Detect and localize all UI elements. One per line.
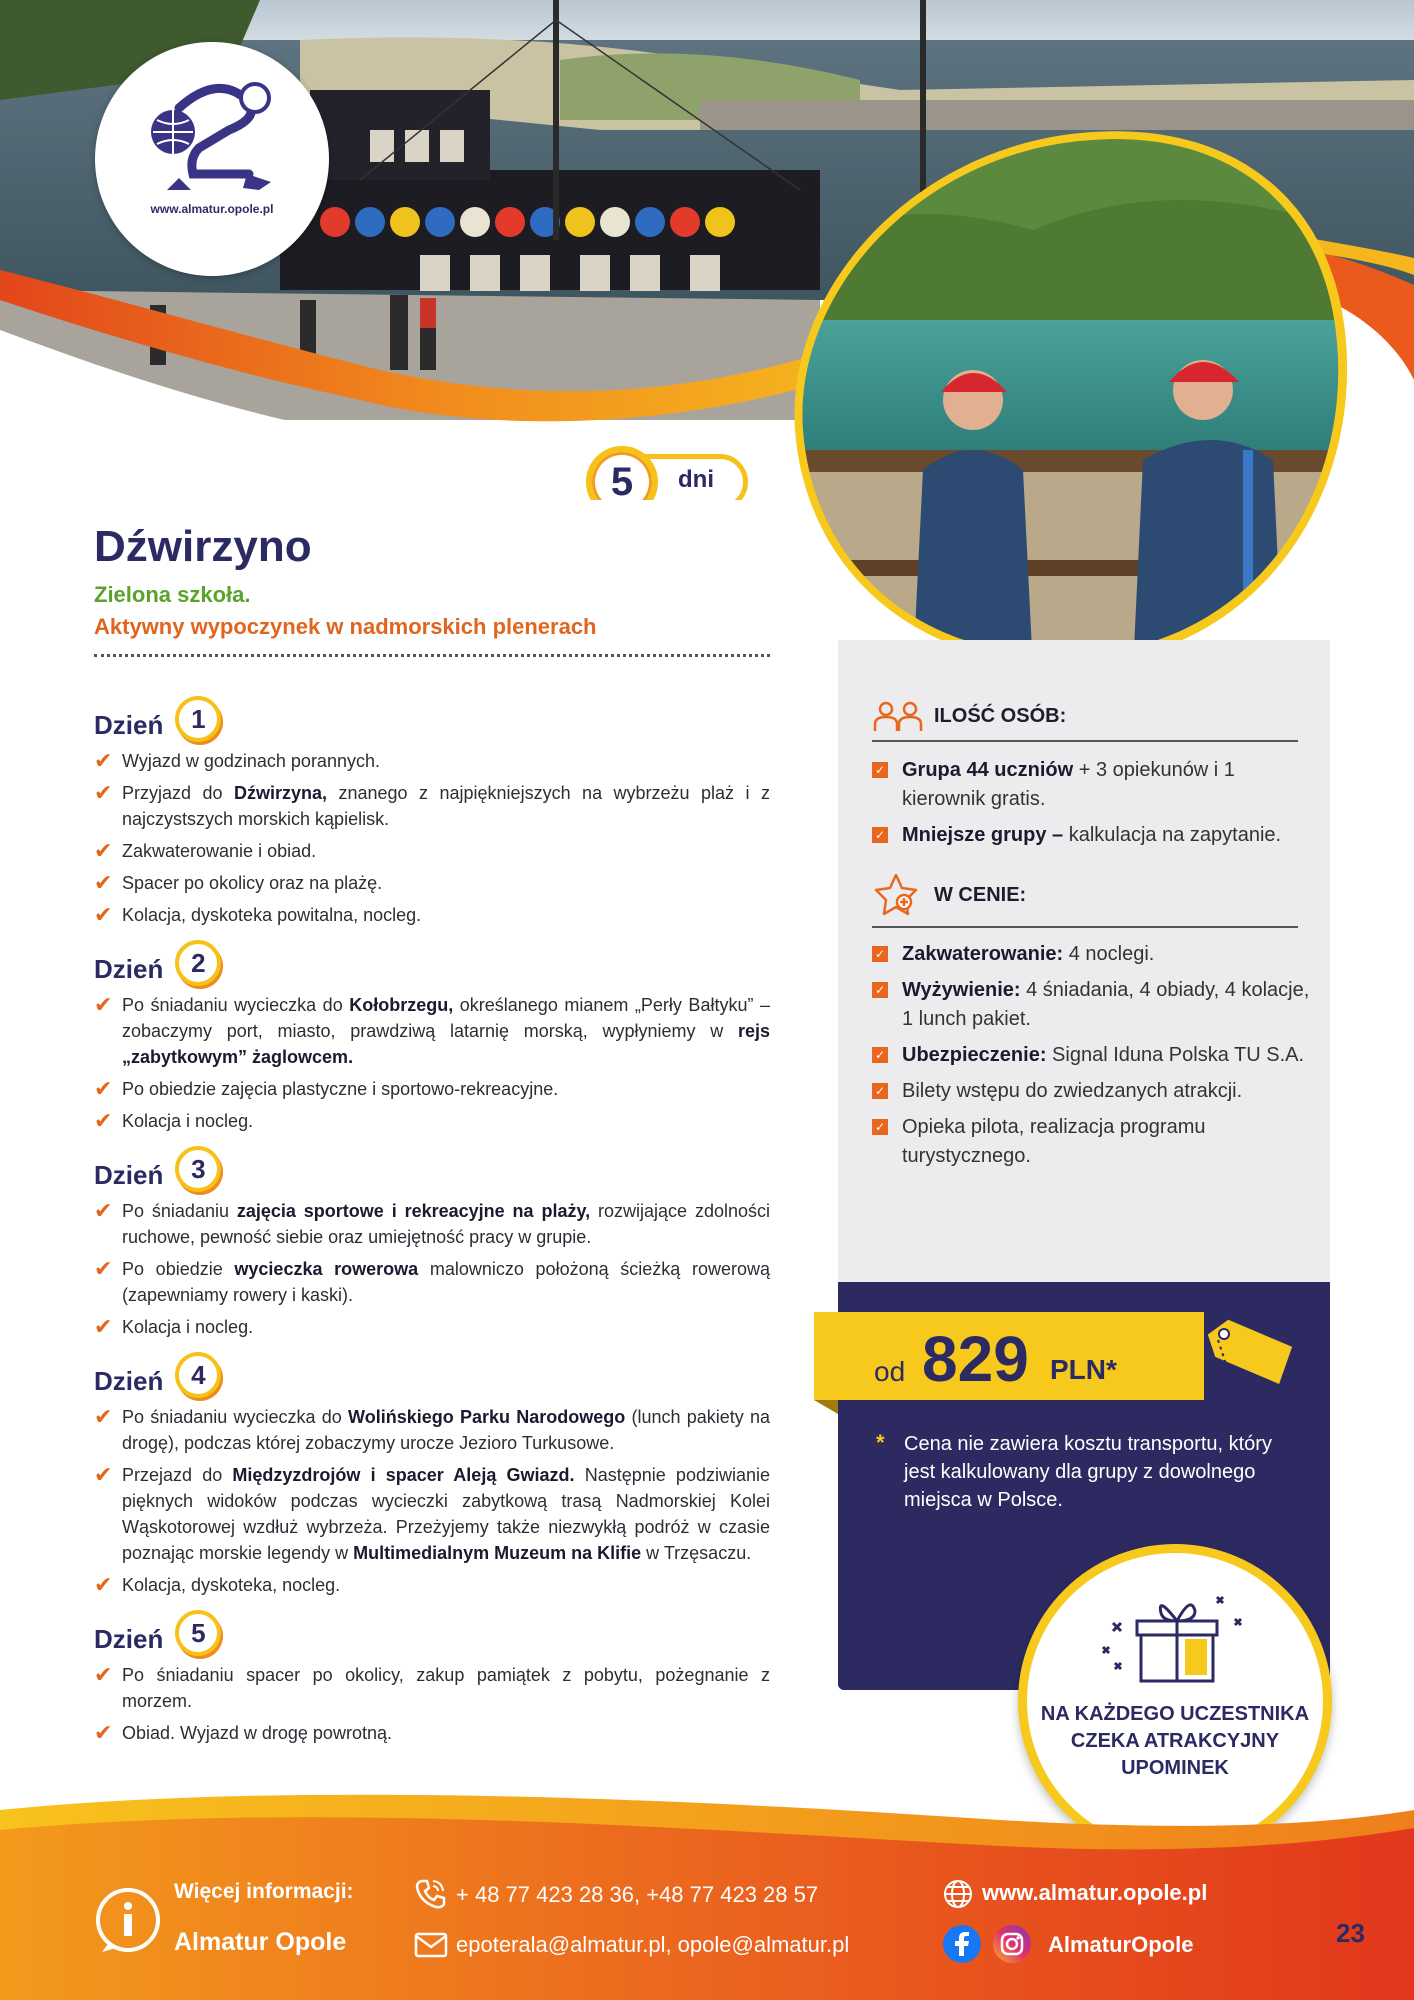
phone-numbers[interactable]: + 48 77 423 28 36, +48 77 423 28 57 bbox=[456, 1882, 819, 1907]
text-run: Kolacja i nocleg. bbox=[122, 1111, 254, 1131]
checkmark-icon: ✔ bbox=[94, 1314, 113, 1339]
checkmark-icon: ✔ bbox=[94, 902, 113, 927]
text-run: Signal Iduna Polska TU S.A. bbox=[1046, 1044, 1305, 1066]
checkmark-icon: ✔ bbox=[94, 870, 113, 895]
day-list-item bbox=[94, 992, 770, 1070]
price-band-fold bbox=[814, 1400, 838, 1414]
text-run: Przejazd do bbox=[122, 1465, 233, 1485]
day-list-item bbox=[94, 870, 770, 896]
day-list-item bbox=[94, 1198, 770, 1250]
persons-heading-label: ILOŚĆ OSÓB: bbox=[934, 704, 1067, 727]
price-prefix: od bbox=[874, 1356, 906, 1387]
day-list-item bbox=[94, 1314, 770, 1340]
text-run: Po śniadaniu spacer po okolicy, zakup pamiątek z pobytu, pożegnanie z morzem. bbox=[122, 1665, 770, 1711]
duration-label: dni bbox=[678, 466, 714, 493]
subtitle-school: Zielona szkoła. bbox=[94, 582, 251, 607]
day-list-item bbox=[94, 1108, 770, 1134]
text-run: Kolacja i nocleg. bbox=[122, 1317, 254, 1337]
checkmark-icon: ✔ bbox=[94, 1662, 113, 1687]
text-run: Obiad. Wyjazd w drogę powrotną. bbox=[122, 1723, 392, 1743]
included-list-item bbox=[872, 1113, 1312, 1171]
persons-heading bbox=[872, 700, 1298, 742]
almatur-logo[interactable] bbox=[95, 42, 329, 276]
checkmark-icon: ✔ bbox=[94, 1076, 113, 1101]
text-run: Bilety wstępu do zwiedzanych atrakcji. bbox=[902, 1080, 1243, 1102]
day-list-item bbox=[94, 1572, 770, 1598]
checkbox-icon: ✓ bbox=[872, 827, 888, 843]
persons-list-item bbox=[872, 756, 1312, 814]
included-list bbox=[872, 940, 1312, 1178]
checkmark-icon: ✔ bbox=[94, 1404, 113, 1429]
checkbox-icon: ✓ bbox=[872, 1083, 888, 1099]
bold-text: Kołobrzegu, bbox=[349, 995, 454, 1015]
checkbox-icon: ✓ bbox=[872, 1047, 888, 1063]
day-word: Dzień bbox=[94, 1365, 164, 1396]
text-run: 4 śniadania, 4 obiady, 4 kolacje, 1 lunch pakiet. bbox=[902, 979, 1310, 1030]
bold-text: rejs „zabytkowym” żaglowcem. bbox=[122, 1021, 770, 1067]
gift-icon bbox=[1099, 1593, 1249, 1693]
instagram-icon[interactable] bbox=[992, 1924, 1032, 1964]
kids-at-lake-photo bbox=[773, 130, 1348, 670]
checkmark-icon: ✔ bbox=[94, 1256, 113, 1281]
facebook-icon[interactable] bbox=[942, 1924, 982, 1964]
text-run: Po śniadaniu wycieczka do bbox=[122, 1407, 349, 1427]
day-number-badge: 4 bbox=[175, 1352, 221, 1398]
bold-text: wycieczka rowerowa bbox=[234, 1259, 419, 1279]
day-word: Dzień bbox=[94, 1623, 164, 1654]
bold-text: Grupa 44 uczniów bbox=[902, 759, 1074, 781]
checkmark-icon: ✔ bbox=[94, 992, 113, 1017]
bold-text: zajęcia sportowe i rekreacyjne na plaży, bbox=[236, 1201, 591, 1221]
almatur-mascot-icon bbox=[139, 78, 289, 198]
bold-text: Zakwaterowanie: bbox=[902, 943, 1064, 965]
price-note-text: Cena nie zawiera kosztu transportu, który jest kalkulowany dla grupy z dowolnego miejsca w Polsce. bbox=[904, 1433, 1272, 1511]
website-link[interactable]: www.almatur.opole.pl bbox=[982, 1880, 1208, 1905]
bold-text: Mniejsze grupy – bbox=[902, 824, 1064, 846]
day-word: Dzień bbox=[94, 1159, 164, 1190]
email-icon bbox=[414, 1932, 448, 1958]
day-list-item bbox=[94, 748, 770, 774]
people-icon bbox=[872, 700, 924, 732]
text-run: Kolacja, dyskoteka, nocleg. bbox=[122, 1575, 341, 1595]
included-heading-label: W CENIE: bbox=[934, 883, 1027, 906]
asterisk-icon: * bbox=[876, 1430, 885, 1455]
text-run: Następnie podziwianie pięknych widoków podczas wycieczki zabytkową trasą Nadmorskiej Kolei Wąskotorowej wzdłuż wybrzeża. Przeżyjemy także niezwykłą podróż w czasie poznając morskie legendy w bbox=[122, 1465, 770, 1563]
day-heading-4 bbox=[94, 1346, 770, 1404]
logo-url-text: www.almatur.opole.pl bbox=[150, 202, 274, 216]
text-run: Po obiedzie bbox=[122, 1259, 235, 1279]
price-tag-icon bbox=[1200, 1312, 1300, 1392]
day-list-item bbox=[94, 1462, 770, 1566]
checkmark-icon: ✔ bbox=[94, 1462, 113, 1487]
text-run: + 3 opiekunów i 1 kierownik gratis. bbox=[902, 759, 1235, 810]
day-number-badge: 1 bbox=[175, 696, 221, 742]
text-run: Zakwaterowanie i obiad. bbox=[122, 841, 317, 861]
more-info-label: Więcej informacji: bbox=[174, 1880, 354, 1903]
day-list-item bbox=[94, 1404, 770, 1456]
social-handle[interactable]: AlmaturOpole bbox=[1048, 1932, 1194, 1957]
text-run: Po śniadaniu bbox=[122, 1201, 237, 1221]
text-run: malowniczo położoną ścieżką rowerową (zapewniamy rowery i kaski). bbox=[122, 1259, 770, 1305]
price-amount: 829 bbox=[922, 1323, 1029, 1395]
day-list-item bbox=[94, 780, 770, 832]
globe-icon bbox=[942, 1878, 974, 1910]
checkmark-icon: ✔ bbox=[94, 1198, 113, 1223]
day-heading-3 bbox=[94, 1140, 770, 1198]
day-list-item bbox=[94, 1076, 770, 1102]
checkmark-icon: ✔ bbox=[94, 1572, 113, 1597]
email-addresses[interactable]: epoterala@almatur.pl, opole@almatur.pl bbox=[456, 1932, 850, 1957]
text-run: Wyjazd w godzinach porannych. bbox=[122, 751, 380, 771]
checkmark-icon: ✔ bbox=[94, 1108, 113, 1133]
included-list-item bbox=[872, 1041, 1312, 1070]
text-run: określanego mianem „Perły Bałtyku” – zobaczymy port, miasto, prawdziwą latarnię morską, wypłyniemy w bbox=[122, 995, 770, 1041]
day-list-item bbox=[94, 1256, 770, 1308]
day-word: Dzień bbox=[94, 709, 164, 740]
checkbox-icon: ✓ bbox=[872, 982, 888, 998]
text-run: Kolacja, dyskoteka powitalna, nocleg. bbox=[122, 905, 422, 925]
day-list-item bbox=[94, 1720, 770, 1746]
day-word: Dzień bbox=[94, 953, 164, 984]
day-heading-1 bbox=[94, 690, 770, 748]
included-heading bbox=[872, 872, 1298, 928]
bold-text: Ubezpieczenie: bbox=[902, 1044, 1047, 1066]
text-run: kalkulacja na zapytanie. bbox=[1063, 824, 1282, 846]
bold-text: Multimedialnym Muzeum na Klifie bbox=[353, 1543, 642, 1563]
company-name: Almatur Opole bbox=[174, 1928, 347, 1956]
included-list-item bbox=[872, 1077, 1312, 1106]
text-run: w Trzęsaczu. bbox=[641, 1543, 752, 1563]
text-run: (lunch pakiety na drogę), podczas której zobaczymy urocze Jezioro Turkusowe. bbox=[122, 1407, 770, 1453]
text-run: Przyjazd do bbox=[122, 783, 234, 803]
day-number-badge: 3 bbox=[175, 1146, 221, 1192]
day-program bbox=[94, 690, 770, 1752]
checkmark-icon: ✔ bbox=[94, 838, 113, 863]
text-run: Opieka pilota, realizacja programu turystycznego. bbox=[902, 1116, 1206, 1167]
day-heading-2 bbox=[94, 934, 770, 992]
checkbox-icon: ✓ bbox=[872, 946, 888, 962]
checkmark-icon: ✔ bbox=[94, 1720, 113, 1745]
duration-badge bbox=[586, 446, 748, 500]
persons-list-item bbox=[872, 821, 1312, 850]
text-run: znanego z najpiękniejszych na wybrzeżu plaż i z najczystszych morskich kąpielisk. bbox=[122, 783, 771, 829]
gift-text: NA KAŻDEGO UCZESTNIKA CZEKA ATRAKCYJNY UPOMINEK bbox=[1040, 1703, 1310, 1779]
text-run: Po obiedzie zajęcia plastyczne i sportowo-rekreacyjne. bbox=[122, 1079, 559, 1099]
bold-text: Wolińskiego Parku Narodowego bbox=[348, 1407, 626, 1427]
text-run: Po śniadaniu wycieczka do bbox=[122, 995, 350, 1015]
included-list-item bbox=[872, 976, 1312, 1034]
bold-text: Dźwirzyna, bbox=[234, 783, 328, 803]
day-number-badge: 5 bbox=[175, 1610, 221, 1656]
subtitle-active: Aktywny wypoczynek w nadmorskich plenerach bbox=[94, 614, 597, 639]
price-currency: PLN* bbox=[1050, 1354, 1117, 1385]
star-plus-icon bbox=[872, 872, 924, 918]
day-number-badge: 2 bbox=[175, 940, 221, 986]
duration-number: 5 bbox=[586, 446, 658, 500]
phone-icon bbox=[414, 1878, 446, 1910]
text-run: 4 noclegi. bbox=[1063, 943, 1155, 965]
day-heading-5 bbox=[94, 1604, 770, 1662]
page-number: 23 bbox=[1336, 1918, 1365, 1948]
checkmark-icon: ✔ bbox=[94, 780, 113, 805]
checkbox-icon: ✓ bbox=[872, 762, 888, 778]
day-list-item bbox=[94, 1662, 770, 1714]
included-list-item bbox=[872, 940, 1312, 969]
day-list-item bbox=[94, 902, 770, 928]
dotted-divider bbox=[94, 654, 770, 657]
text-run: Spacer po okolicy oraz na plażę. bbox=[122, 873, 383, 893]
checkmark-icon: ✔ bbox=[94, 748, 113, 773]
persons-list bbox=[872, 756, 1312, 857]
day-list-item bbox=[94, 838, 770, 864]
checkbox-icon: ✓ bbox=[872, 1119, 888, 1135]
price-note bbox=[876, 1430, 1296, 1514]
bold-text: Międzyzdrojów i spacer Aleją Gwiazd. bbox=[232, 1465, 575, 1485]
page-title: Dźwirzyno bbox=[94, 522, 312, 571]
bold-text: Wyżywienie: bbox=[902, 979, 1021, 1001]
text-run: rozwijające zdolności ruchowe, pewność siebie oraz umiejętność pracy w grupie. bbox=[122, 1201, 770, 1247]
info-icon bbox=[94, 1886, 162, 1954]
